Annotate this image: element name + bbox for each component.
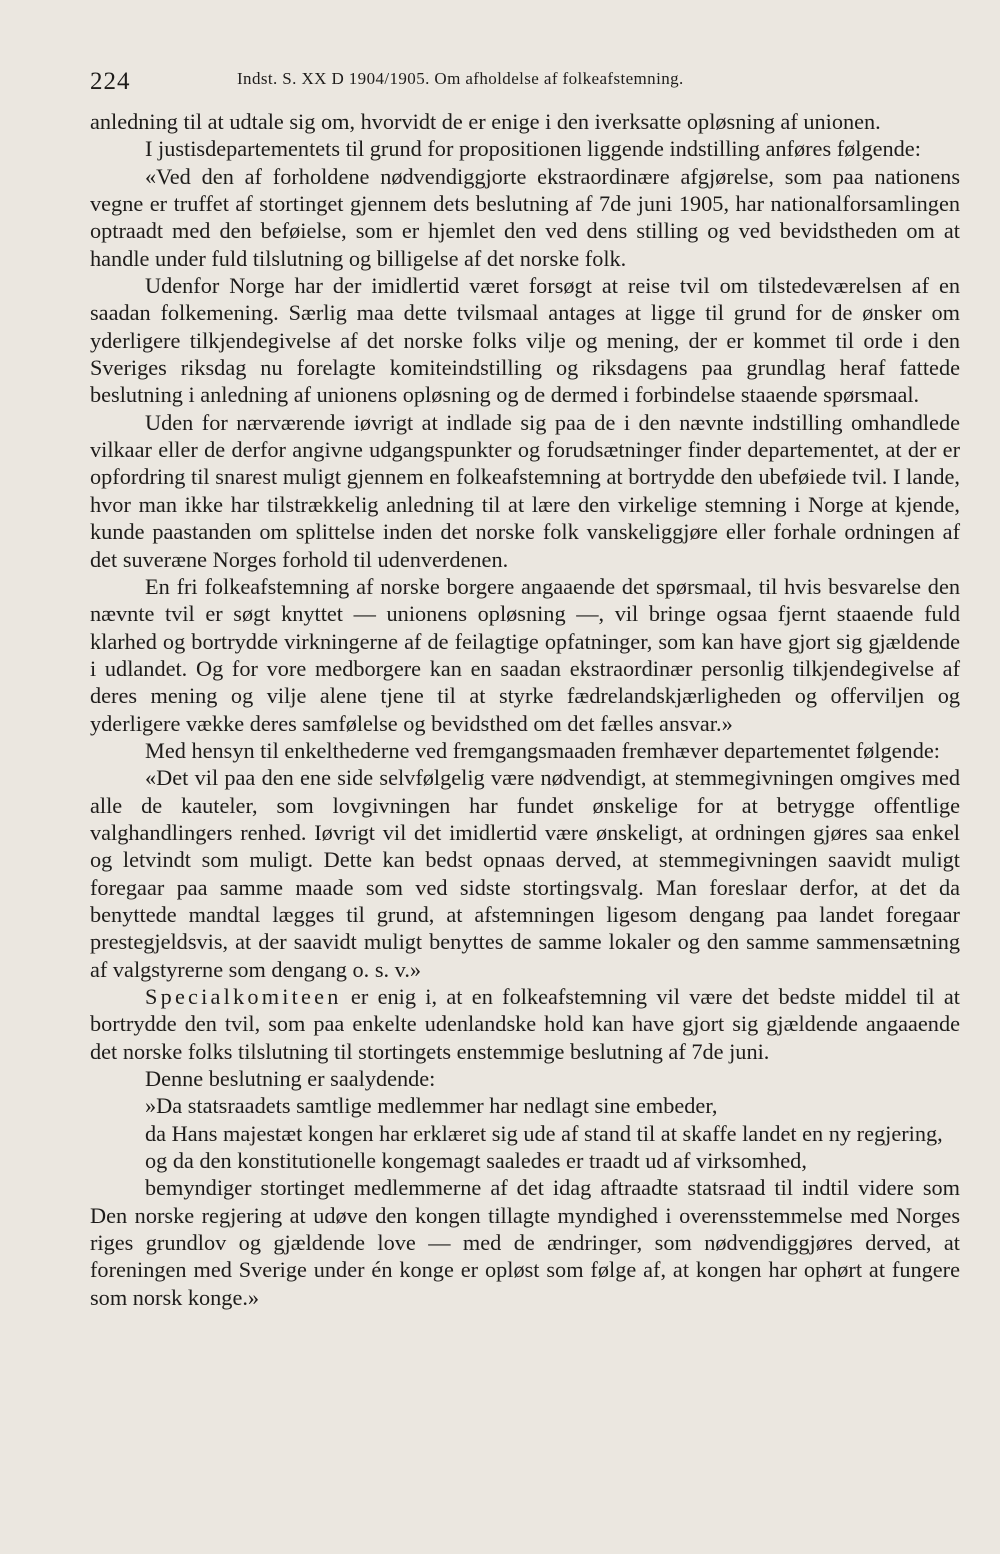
- page-number: 224: [90, 68, 131, 95]
- paragraph: En fri folkeafstemning af norske borgere angaaende det spørsmaal, til hvis besvarelse den nævnte tvil er søgt knyttet — unionens opløsning —, vil bringe ogsaa fjernt staaende fuld klarhed og bortrydde virkningerne af de feilagtige opfatninger, som kan have gjort sig gjældende i udlandet. Og for vore medborgere kan en saadan ekstraordinær personlig tilkjendegivelse af deres mening og vilje alene tjene til at styrke fædrelandskjærligheden og offerviljen og yderligere vække deres samfølelse og bevidsthed om det fælles ansvar.»: [90, 573, 960, 736]
- body-text: [90, 108, 960, 1311]
- paragraph: Uden for nærværende iøvrigt at indlade sig paa de i den nævnte indstilling omhandlede vilkaar eller de derfor angivne udgangspunkter og forudsætninger finder departementet, at der er opfordring til snarest muligt gjennem en folkeafstemning at bortrydde den ubeføiede tvil. I lande, hvor man ikke har tilstrækkelig anledning til at lære den virkelige stemning i Norge at kjende, kunde paastanden om splittelse inden det norske folk vanskeliggjøre eller forhale ordningen af det suveræne Norges forhold til udenverdenen.: [90, 409, 960, 572]
- paragraph: anledning til at udtale sig om, hvorvidt de er enige i den iverksatte opløsning af unionen.: [90, 109, 881, 134]
- header-title: Indst. S. XX D 1904/1905. Om afholdelse af folkeafstemning.: [237, 69, 684, 88]
- paragraph: «Det vil paa den ene side selvfølgelig være nødvendigt, at stemmegivningen omgives med alle de kauteler, som lovgivningen har fundet ønskelige for at betrygge offentlige valghandlingers renhed. Iøvrigt vil det imidlertid være ønskeligt, at ordningen gjøres saa enkel og letvindt som muligt. Dette kan bedst opnaas derved, at stemmegivningen saavidt muligt foregaar paa samme maade som ved sidste stortingsvalg. Man foreslaar derfor, at det da benyttede mandtal lægges til grund, at afstemningen ligesom dengang paa landet foregaar prestegjeldsvis, at der saavidt muligt benyttes de samme lokaler og den samme sammensætning af valgstyrerne som dengang o. s. v.»: [90, 765, 960, 982]
- paragraph: Denne beslutning er saalydende:: [145, 1066, 436, 1092]
- running-header: [90, 62, 960, 108]
- paragraph: I justisdepartementets til grund for propositionen liggende indstilling anføres følgende:: [145, 136, 921, 162]
- paragraph: [90, 983, 960, 1065]
- paragraph: «Ved den af forholdene nødvendiggjorte ekstraordinære afgjørelse, som paa nationens vegne er truffet af stortinget gjennem dets beslutning af 7de juni 1905, har nationalforsamlingen optraadt med den beføielse, som er hjemlet den ved dens stilling og ved bevidstheden om at handle under fuld tilslutning og billigelse af det norske folk.: [90, 163, 960, 271]
- paragraph: bemyndiger stortinget medlemmerne af det idag aftraadte statsraad til indtil videre som Den norske regjering at udøve den kongen tillagte myndighed i overensstemmelse med Norges riges grundlov og gjældende love — med de ændringer, som nødvendiggjøres derved, at foreningen med Sverige under én konge er opløst som følge af, at kongen har ophørt at fungere som norsk konge.»: [90, 1175, 960, 1310]
- paragraph: da Hans majestæt kongen har erklæret sig ude af stand til at skaffe landet en ny regjering,: [145, 1120, 943, 1146]
- spaced-lead-word: Specialkomiteen: [145, 984, 342, 1009]
- paragraph: og da den konstitutionelle kongemagt saaledes er traadt ud af virksomhed,: [145, 1148, 807, 1174]
- paragraph: »Da statsraadets samtlige medlemmer har nedlagt sine embeder,: [145, 1093, 718, 1119]
- paragraph: Udenfor Norge har der imidlertid været forsøgt at reise tvil om tilstedeværelsen af en saadan folkemening. Særlig maa dette tvilsmaal antages at ligge til grund for de ønsker om yderligere tilkjendegivelse af det norske folks vilje og mening, der er kommet til orde i den Sveriges riksdag nu forelagte komiteindstilling og riksdagens paa grundlag heraf fattede beslutning i anledning af unionens opløsning og de dermed i forbindelse staaende spørsmaal.: [90, 273, 960, 408]
- paragraph: Med hensyn til enkelthederne ved fremgangsmaaden fremhæver departementet følgende:: [145, 737, 940, 763]
- paragraph-rest: er enig i, at en folkeafstemning vil være det bedste middel til at bortrydde den tvil, som paa enkelte udenlandske hold kan have gjort sig gjældende angaaende det norske folks tilslutning til stortingets enstemmige beslutning af 7de juni.: [90, 984, 960, 1064]
